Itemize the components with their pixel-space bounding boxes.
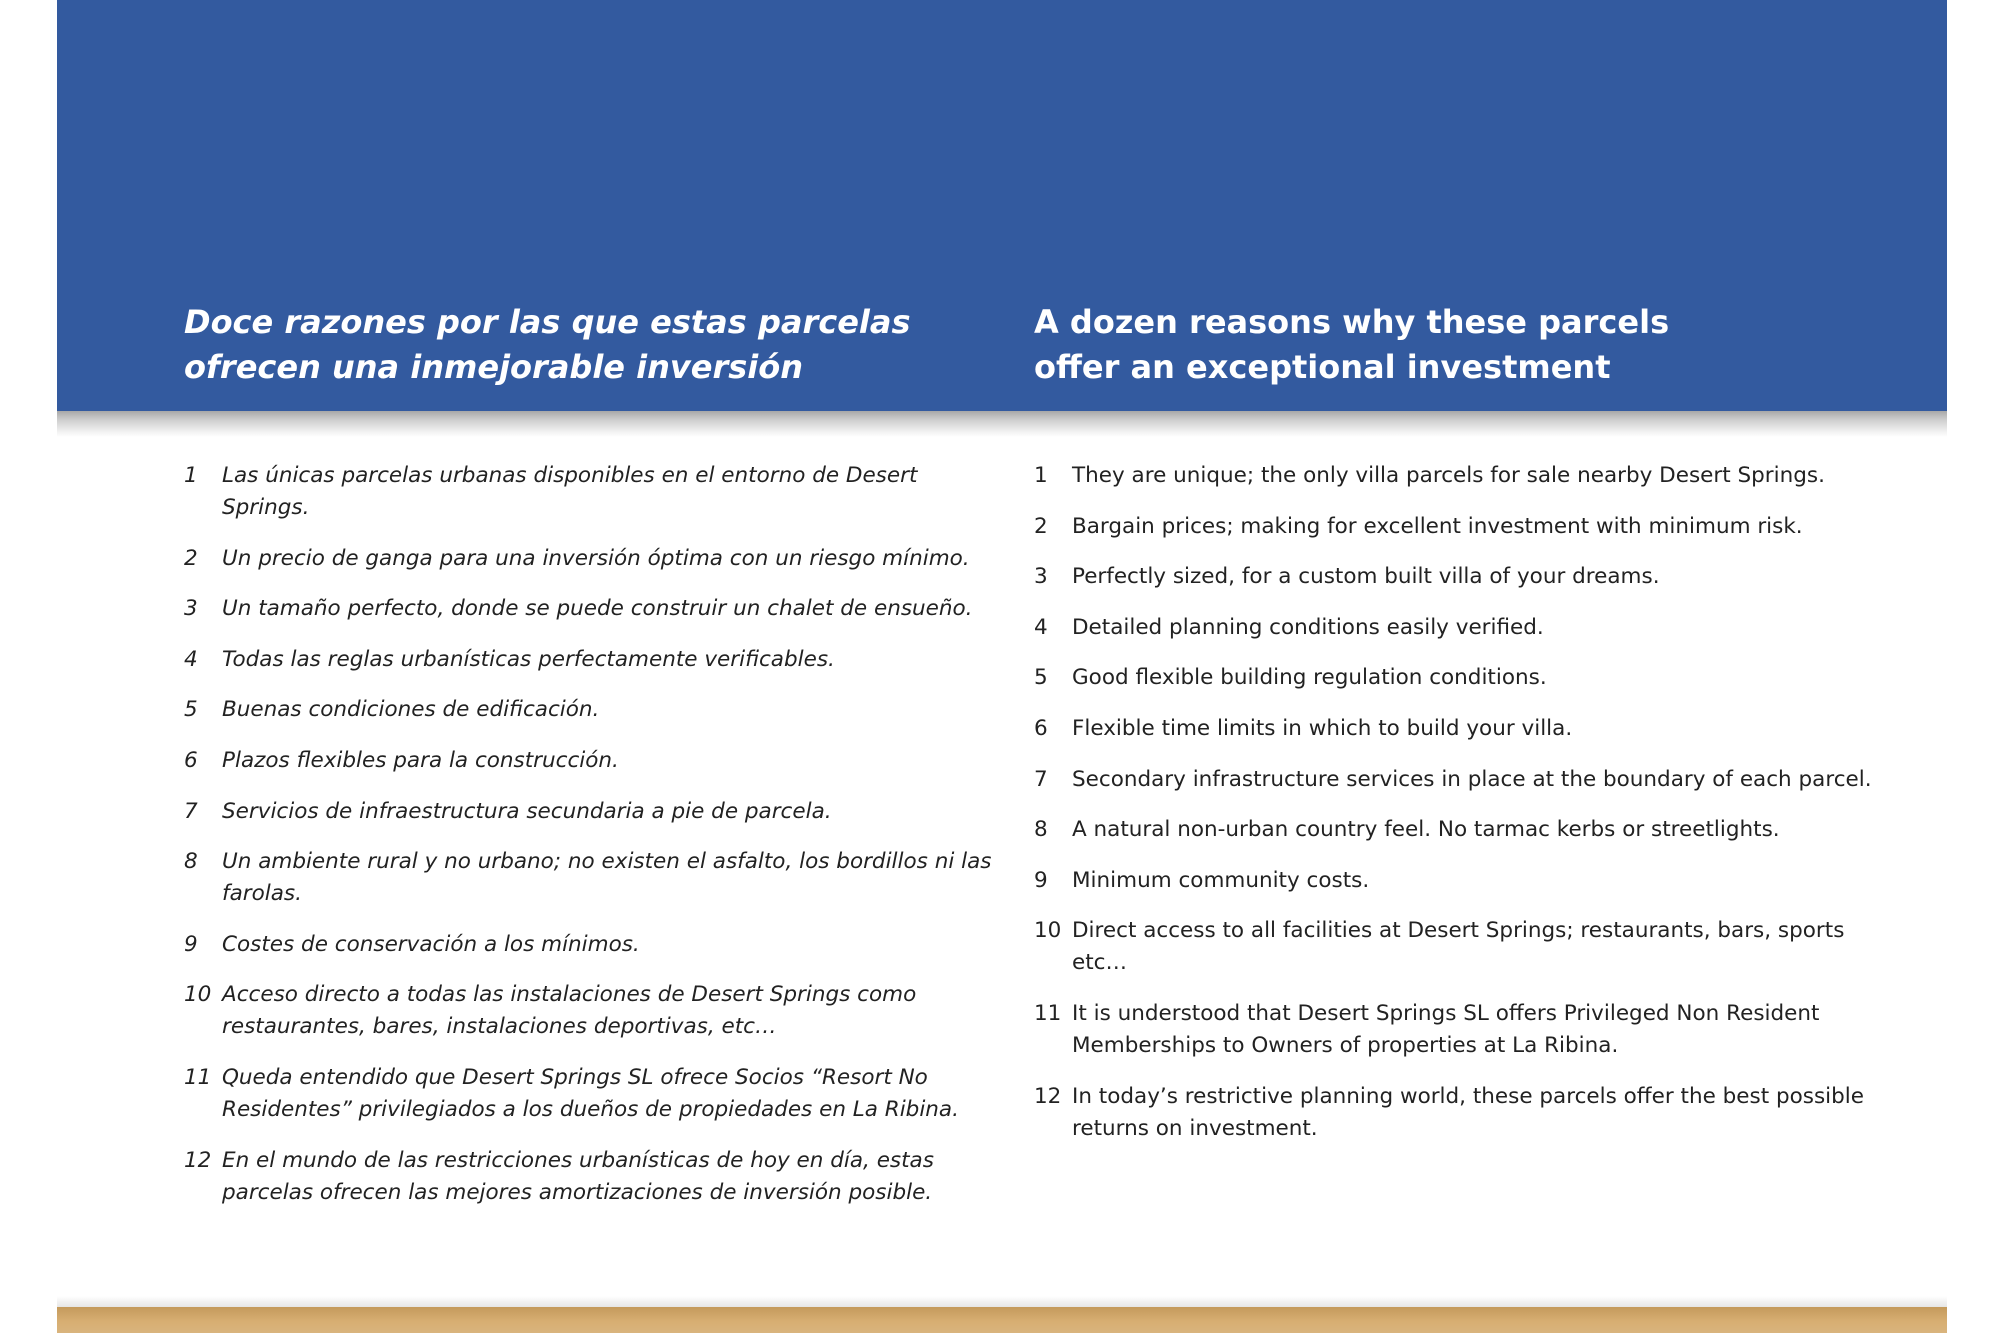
reason-text: Servicios de infraestructura secundaria a pie de parcela. bbox=[222, 798, 832, 824]
reasons-list-spanish bbox=[184, 460, 1004, 1227]
header-shadow bbox=[57, 411, 1947, 437]
title-english: A dozen reasons why these parcels offer an exceptional investment bbox=[1034, 303, 1670, 386]
reason-text: Un ambiente rural y no urbano; no existen el asfalto, los bordillos ni las farolas. bbox=[222, 849, 992, 907]
reason-item-en-3 bbox=[1034, 561, 1904, 593]
reason-item-en-7 bbox=[1034, 764, 1904, 796]
reason-number: 10 bbox=[184, 982, 212, 1008]
reason-item-es-8 bbox=[184, 846, 1004, 910]
reason-item-es-10 bbox=[184, 979, 1004, 1043]
reason-text: Costes de conservación a los mínimos. bbox=[222, 931, 640, 957]
reason-item-es-9 bbox=[184, 929, 1004, 961]
reason-number: 7 bbox=[1034, 766, 1048, 792]
reason-number: 5 bbox=[1034, 665, 1048, 691]
reason-number: 11 bbox=[1034, 1000, 1062, 1026]
reason-text: In today’s restrictive planning world, these parcels offer the best possible returns on investment. bbox=[1072, 1083, 1864, 1141]
reason-text: Plazos flexibles para la construcción. bbox=[222, 747, 619, 773]
title-spanish: Doce razones por las que estas parcelas ofrecen una inmejorable inversión bbox=[184, 303, 911, 386]
reason-text: Un tamaño perfecto, donde se puede construir un chalet de ensueño. bbox=[222, 596, 973, 622]
reason-number: 5 bbox=[184, 697, 198, 723]
reason-text: It is understood that Desert Springs SL offers Privileged Non Resident Memberships to Owners of properties at La Ribina. bbox=[1072, 1000, 1820, 1058]
reason-item-en-10 bbox=[1034, 915, 1904, 979]
reason-item-en-2 bbox=[1034, 511, 1904, 543]
reason-number: 4 bbox=[184, 646, 198, 672]
reason-item-es-6 bbox=[184, 745, 1004, 777]
reason-number: 7 bbox=[184, 798, 198, 824]
reason-text: En el mundo de las restricciones urbanísticas de hoy en día, estas parcelas ofrecen las mejores amortizaciones de inversión posible. bbox=[222, 1147, 934, 1205]
reason-item-en-12 bbox=[1034, 1081, 1904, 1145]
reason-text: Las únicas parcelas urbanas disponibles en el entorno de Desert Springs. bbox=[222, 463, 918, 520]
reason-number: 1 bbox=[1034, 463, 1048, 488]
reason-item-en-6 bbox=[1034, 713, 1904, 745]
reason-text: Flexible time limits in which to build your villa. bbox=[1072, 715, 1573, 741]
reason-text: Secondary infrastructure services in place at the boundary of each parcel. bbox=[1072, 766, 1872, 792]
reason-text: Perfectly sized, for a custom built villa of your dreams. bbox=[1072, 564, 1660, 590]
reason-item-es-11 bbox=[184, 1062, 1004, 1126]
footer-band bbox=[57, 1307, 1947, 1333]
reason-number: 4 bbox=[1034, 614, 1048, 640]
reason-number: 10 bbox=[1034, 918, 1062, 944]
reason-number: 6 bbox=[1034, 715, 1048, 741]
reason-number: 9 bbox=[184, 931, 198, 957]
reason-item-en-4 bbox=[1034, 612, 1904, 644]
reason-number: 6 bbox=[184, 747, 198, 773]
reason-item-es-1 bbox=[184, 460, 1004, 524]
reason-item-en-8 bbox=[1034, 814, 1904, 846]
reason-number: 1 bbox=[184, 463, 198, 488]
reason-number: 8 bbox=[184, 849, 198, 875]
footer-shadow bbox=[57, 1296, 1947, 1307]
reason-text: Buenas condiciones de edificación. bbox=[222, 697, 600, 723]
reason-number: 9 bbox=[1034, 867, 1048, 893]
reason-item-en-9 bbox=[1034, 865, 1904, 897]
reason-text: Un precio de ganga para una inversión óptima con un riesgo mínimo. bbox=[222, 545, 970, 571]
reason-number: 3 bbox=[1034, 564, 1048, 590]
reason-number: 8 bbox=[1034, 817, 1048, 843]
reason-item-en-1 bbox=[1034, 460, 1904, 492]
reason-number: 3 bbox=[184, 596, 198, 622]
reason-text: Bargain prices; making for excellent investment with minimum risk. bbox=[1072, 513, 1803, 539]
reason-item-es-12 bbox=[184, 1145, 1004, 1209]
reason-item-es-4 bbox=[184, 644, 1004, 676]
reason-item-es-2 bbox=[184, 543, 1004, 575]
reason-item-es-5 bbox=[184, 694, 1004, 726]
reason-number: 2 bbox=[184, 545, 198, 571]
reason-number: 12 bbox=[184, 1147, 212, 1173]
reasons-list-english bbox=[1034, 460, 1904, 1163]
reason-item-en-5 bbox=[1034, 662, 1904, 694]
reason-text: Todas las reglas urbanísticas perfectamente verificables. bbox=[222, 646, 835, 672]
reason-number: 11 bbox=[184, 1064, 212, 1090]
reason-text: Queda entendido que Desert Springs SL ofrece Socios “Resort No Residentes” privilegiados a los dueños de propiedades en La Ribina. bbox=[222, 1064, 959, 1122]
reason-item-es-3 bbox=[184, 593, 1004, 625]
reason-item-es-7 bbox=[184, 796, 1004, 828]
reason-text: Direct access to all facilities at Desert Springs; restaurants, bars, sports etc… bbox=[1072, 918, 1845, 976]
reason-text: Acceso directo a todas las instalaciones de Desert Springs como restaurantes, bares, instalaciones deportivas, etc… bbox=[222, 982, 917, 1040]
reason-text: A natural non-urban country feel. No tarmac kerbs or streetlights. bbox=[1072, 817, 1780, 843]
reason-number: 2 bbox=[1034, 513, 1048, 539]
reason-text: They are unique; the only villa parcels for sale nearby Desert Springs. bbox=[1072, 463, 1825, 488]
reason-number: 12 bbox=[1034, 1083, 1062, 1109]
reason-text: Minimum community costs. bbox=[1072, 867, 1370, 893]
reason-text: Good flexible building regulation conditions. bbox=[1072, 665, 1547, 691]
reason-text: Detailed planning conditions easily verified. bbox=[1072, 614, 1544, 640]
reason-item-en-11 bbox=[1034, 998, 1904, 1062]
